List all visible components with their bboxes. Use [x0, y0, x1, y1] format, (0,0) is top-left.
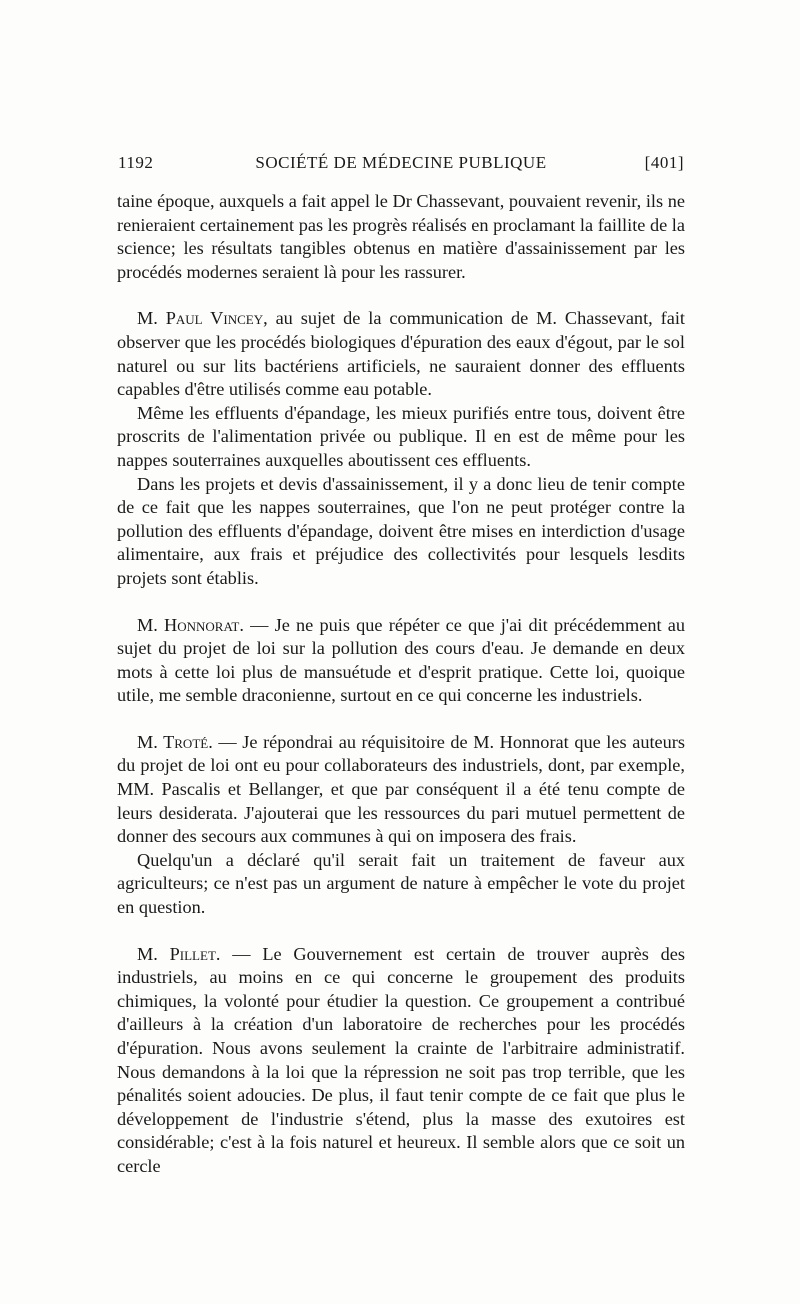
paragraph [117, 473, 685, 591]
paragraph [117, 402, 685, 473]
paragraph [117, 849, 685, 920]
speaker-name: M. Paul Vincey, [137, 308, 268, 329]
page-number: 1192 [118, 153, 154, 172]
paragraph-text: Quelqu'un a déclaré qu'il serait fait un traitement de faveur aux agriculteurs; ce n'est pas un argument de nature à empêcher le vote du projet en question. [117, 849, 685, 918]
page-reference: [401] [644, 153, 684, 172]
paragraph-text: Même les effluents d'épandage, les mieux purifiés entre tous, doivent être proscrits de l'alimentation privée ou publique. Il en est de même pour les nappes souterraines auxquelles aboutissent ces effluents. [117, 402, 685, 470]
paragraph [117, 614, 685, 708]
paragraph-text: Dans les projets et devis d'assainissement, il y a donc lieu de tenir compte de ce fait que les nappes souterraines, que l'on ne peut protéger contre la pollution des effluents d'épandage, doivent être mises en interdiction d'usage alimentaire, aux frais et préjudice des collectivités pour lesquels lesdits projets sont établis. [117, 473, 685, 588]
running-title: SOCIÉTÉ DE MÉDECINE PUBLIQUE [255, 153, 547, 172]
paragraph-text: taine époque, auxquels a fait appel le Dr Chassevant, pouvaient revenir, ils ne renieraient certainement pas les progrès réalisés en proclamant la faillite de la science; les résultats tangibles obtenus en matière d'assainissement par les procédés modernes seraient là pour les rassurer. [117, 191, 685, 282]
speaker-name: M. Troté. [137, 731, 213, 752]
paragraph-text: — Je répondrai au réquisitoire de M. Honnorat que les auteurs du projet de loi ont eu pour collaborateurs des industriels, dont, par exemple, MM. Pascalis et Bellanger, et que par conséquent il a été tenu compte de leurs desiderata. J'ajouterai que les ressources du pari mutuel permettent de donner des secours aux communes à qui on imposera des frais. [117, 731, 685, 847]
speaker-name: M. Pillet. [137, 943, 221, 964]
paragraph-text: — Je ne puis que répéter ce que j'ai dit précédemment au sujet du projet de loi sur la pollution des cours d'eau. Je demande en deux mots à cette loi plus de mansuétude et d'esprit pratique. Cette loi, quoique utile, me semble draconienne, surtout en ce qui concerne les industriels. [117, 614, 686, 706]
page-header [118, 153, 684, 177]
page-body [117, 190, 685, 1179]
speaker-name: M. Honnorat. [137, 614, 244, 635]
paragraph [117, 943, 685, 1179]
paragraph-text: — Le Gouvernement est certain de trouver auprès des industriels, au moins en ce qui concerne le groupement des produits chimiques, la volonté pour étudier la question. Ce groupement a contribué d'ailleurs à la création d'un laboratoire de recherches pour les procédés d'épuration. Nous avons seulement la crainte de l'arbitraire administratif. Nous demandons à la loi que la répression ne soit pas trop terrible, que les pénalités soient adoucies. De plus, il faut tenir compte de ce fait que plus le développement de l'industrie s'étend, plus la masse des exutoires est considérable; c'est à la fois naturel et heureux. Il semble alors que ce soit un cercle [117, 943, 685, 1176]
paragraph [117, 731, 685, 849]
paragraph-text: au sujet de la communication de M. Chassevant, fait observer que les procédés biologiques d'épuration des eaux d'égout, par le sol naturel ou sur lits bactériens artificiels, ne sauraient donner des effluents capables d'être utilisés comme eau potable. [117, 308, 685, 400]
paragraph [117, 190, 685, 284]
paragraph [117, 307, 685, 401]
